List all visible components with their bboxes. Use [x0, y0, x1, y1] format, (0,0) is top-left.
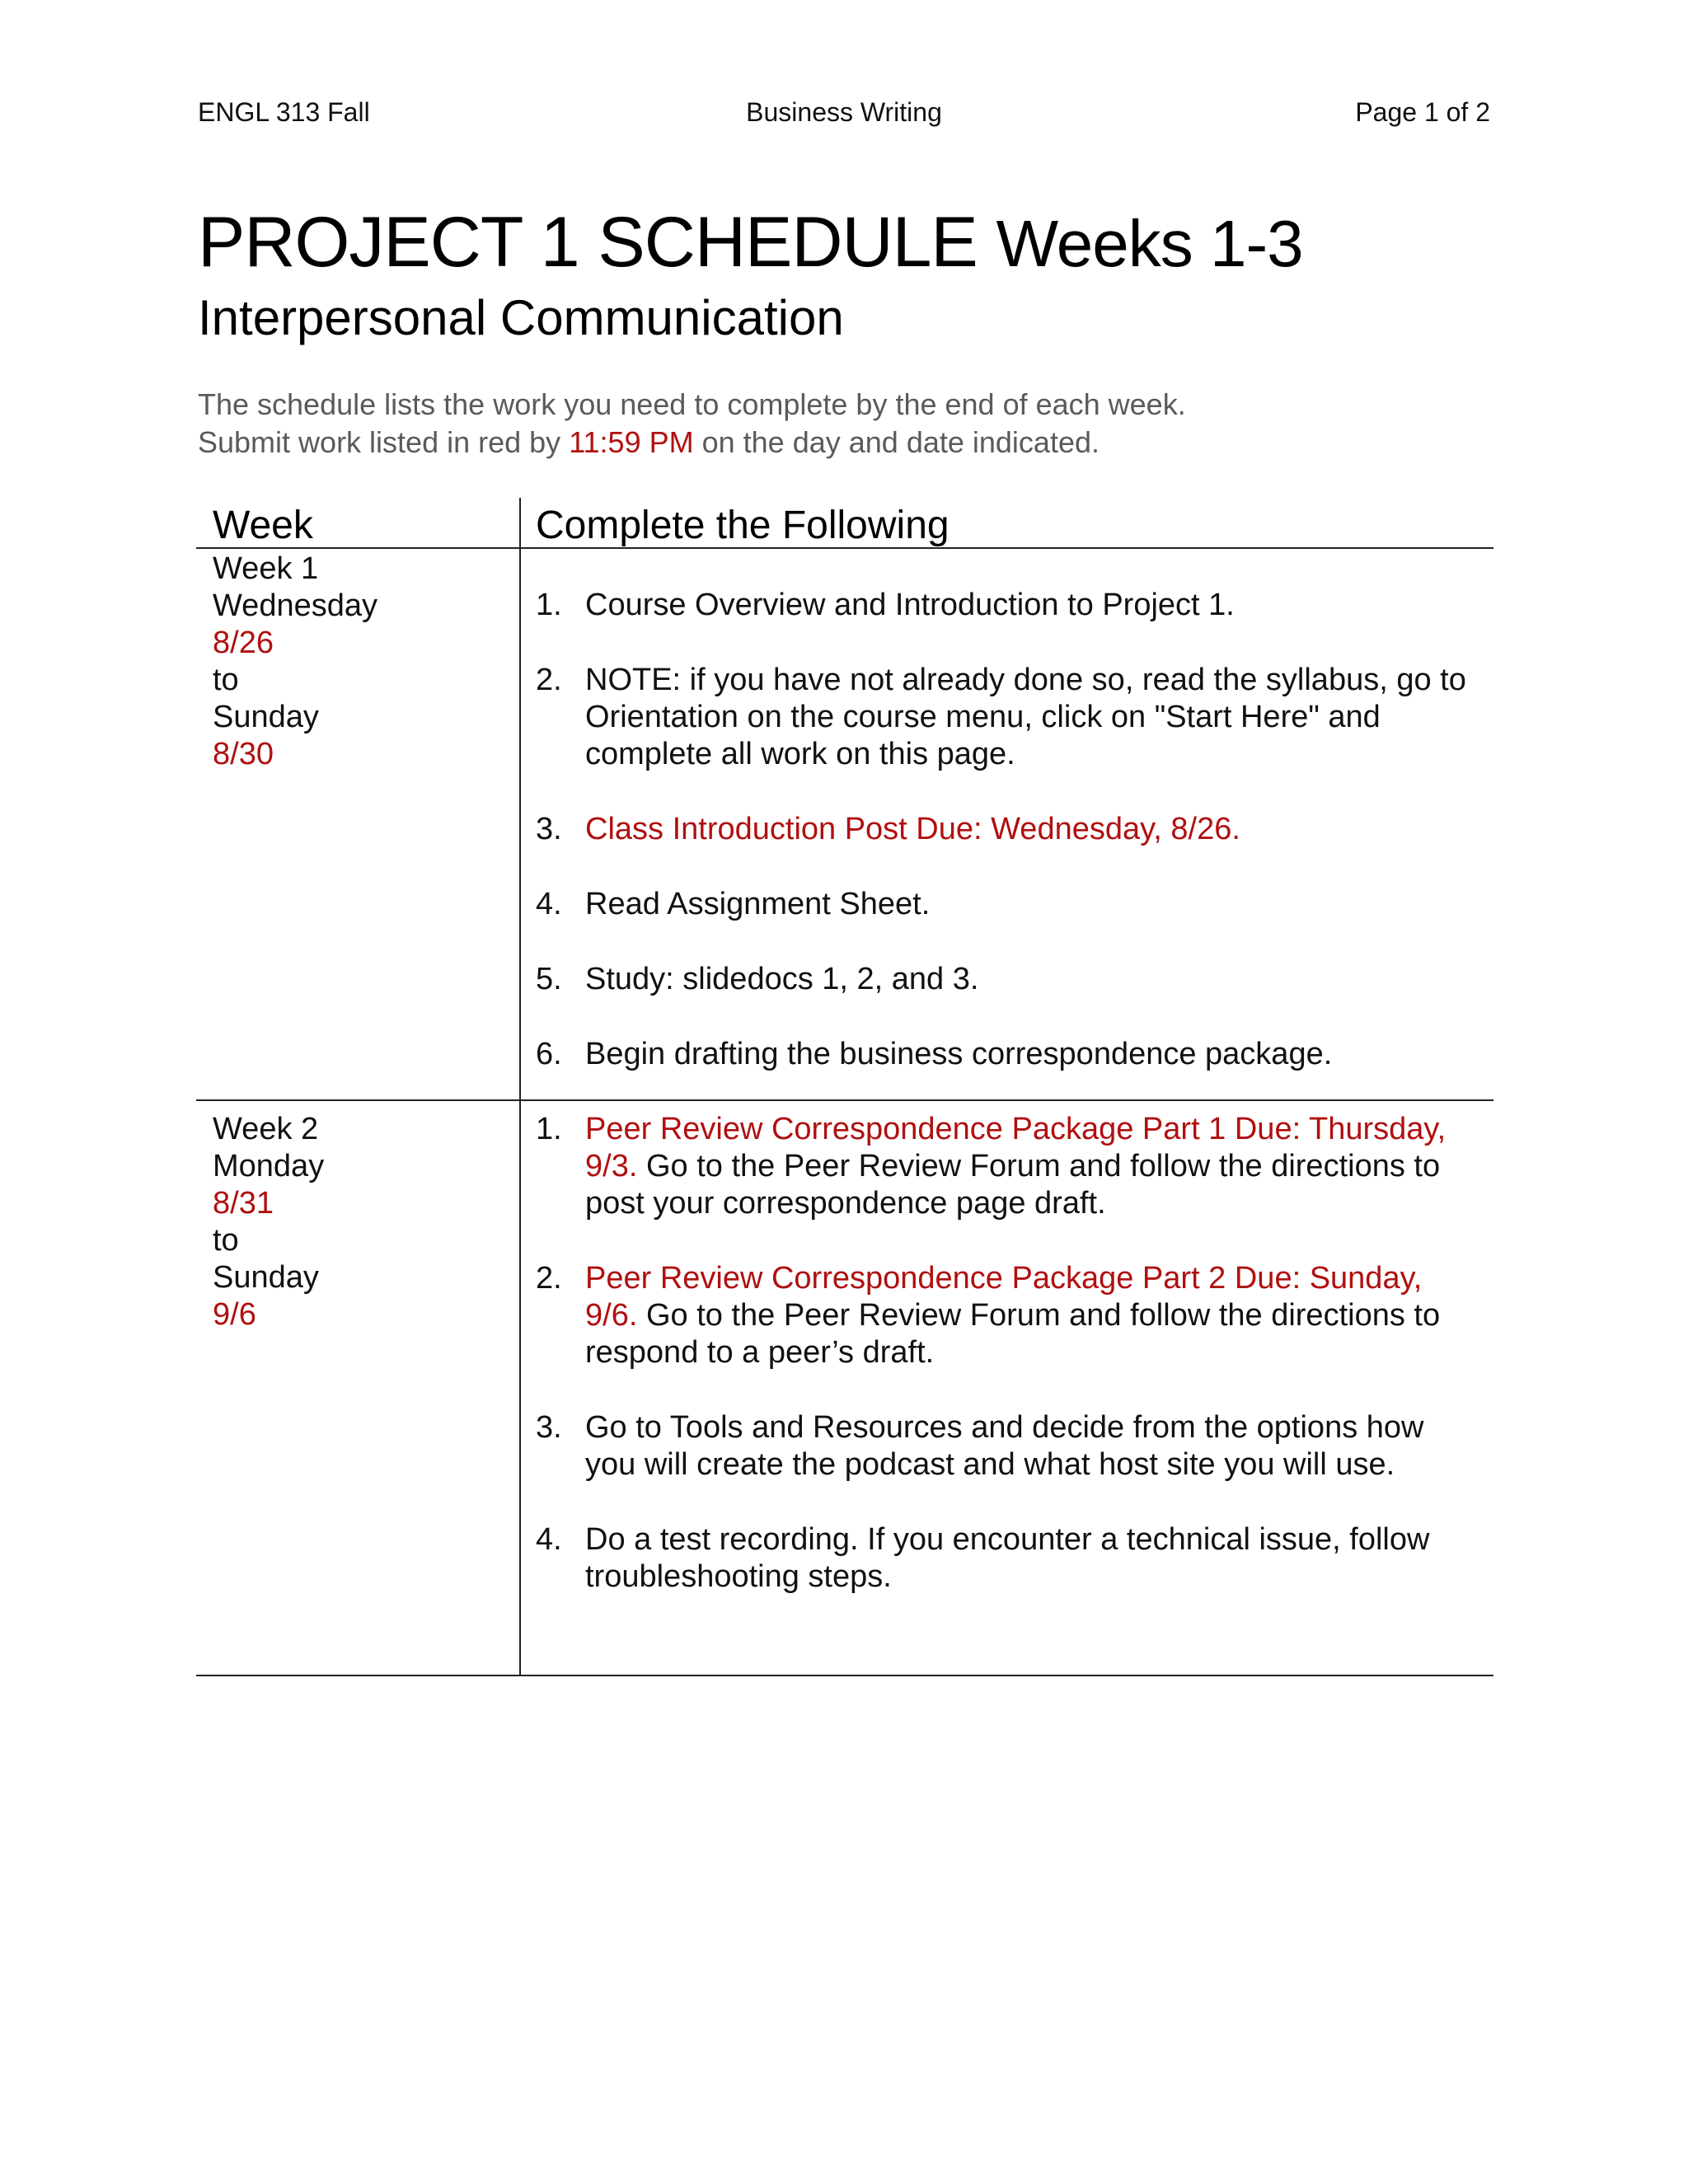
item-due: Peer Review Correspondence Package Part 2 Due: Sunday, 9/6. — [585, 1261, 1423, 1333]
page-number: Page 1 of 2 — [1355, 97, 1490, 127]
list-item — [536, 811, 1475, 848]
week-to: to — [213, 663, 239, 697]
list-item — [536, 961, 1475, 998]
item-number: 3. — [536, 1410, 562, 1445]
item-text: Begin drafting the business correspondence package. — [585, 1037, 1333, 1071]
item-text: Read Assignment Sheet. — [585, 887, 931, 921]
week-start-day: Wednesday — [213, 588, 377, 623]
item-number: 1. — [536, 1112, 562, 1146]
item-text: Go to the Peer Review Forum and follow the directions to respond to a peer’s draft. — [585, 1298, 1441, 1370]
page-title — [198, 201, 1303, 285]
list-item — [536, 1521, 1475, 1596]
schedule-table — [196, 498, 1493, 1676]
item-text: Course Overview and Introduction to Project 1. — [585, 588, 1235, 622]
week-start-date: 8/26 — [213, 626, 274, 660]
table-bottom-rule — [196, 1675, 1493, 1676]
page-header — [198, 97, 1490, 134]
column-header-week: Week — [213, 504, 313, 547]
intro-text — [198, 386, 1186, 462]
item-text: Go to the Peer Review Forum and follow the directions to post your correspondence page draft. — [585, 1149, 1441, 1221]
list-item — [536, 587, 1475, 624]
row-divider — [196, 1099, 1493, 1101]
list-item — [536, 1036, 1475, 1073]
item-number: 4. — [536, 1522, 562, 1557]
column-divider — [519, 498, 521, 1675]
item-text: Go to Tools and Resources and decide from the options how you will create the podcast and what host site you will use. — [585, 1410, 1424, 1482]
intro-line-2-before: Submit work listed in red by — [198, 425, 570, 459]
course-name: Business Writing — [746, 97, 942, 127]
list-item — [536, 1409, 1475, 1483]
list-item — [536, 662, 1475, 773]
item-number: 2. — [536, 1261, 562, 1296]
item-number: 5. — [536, 962, 562, 996]
week-start-date: 8/31 — [213, 1186, 274, 1221]
item-number: 1. — [536, 588, 562, 622]
intro-line-1: The schedule lists the work you need to complete by the end of each week. — [198, 387, 1186, 421]
item-text: Study: slidedocs 1, 2, and 3. — [585, 962, 979, 996]
intro-line-2 — [198, 424, 1186, 462]
week-start-day: Monday — [213, 1149, 325, 1183]
item-number: 4. — [536, 887, 562, 921]
list-item — [536, 1111, 1475, 1222]
week-label: Week 2 — [213, 1112, 319, 1146]
week-cell — [213, 551, 377, 773]
task-list — [536, 1111, 1475, 1596]
item-due: Peer Review Correspondence Package Part 1 Due: Thursday, 9/3. — [585, 1112, 1447, 1183]
page-subtitle: Interpersonal Communication — [198, 290, 844, 345]
course-code: ENGL 313 Fall — [198, 97, 370, 127]
item-number: 3. — [536, 812, 562, 846]
list-item — [536, 886, 1475, 923]
list-item — [536, 1260, 1475, 1371]
week-to: to — [213, 1223, 239, 1258]
deadline-time: 11:59 PM — [569, 425, 694, 459]
item-due: Class Introduction Post Due: Wednesday, 8/26. — [585, 812, 1240, 846]
task-list — [536, 587, 1475, 1073]
week-label: Week 1 — [213, 551, 319, 586]
week-end-date: 8/30 — [213, 737, 274, 771]
item-text: Do a test recording. If you encounter a technical issue, follow troubleshooting steps. — [585, 1522, 1430, 1594]
column-header-tasks: Complete the Following — [536, 504, 950, 547]
week-end-day: Sunday — [213, 1260, 319, 1295]
item-number: 6. — [536, 1037, 562, 1071]
title-main: PROJECT 1 SCHEDULE — [198, 203, 978, 282]
item-number: 2. — [536, 663, 562, 697]
week-cell — [213, 1111, 324, 1333]
title-weeks: Weeks 1-3 — [996, 207, 1303, 280]
item-text: NOTE: if you have not already done so, read the syllabus, go to Orientation on the course menu, click on "Start Here" and complete all work on this page. — [585, 663, 1466, 771]
week-end-day: Sunday — [213, 700, 319, 734]
week-end-date: 9/6 — [213, 1297, 256, 1332]
intro-line-2-after: on the day and date indicated. — [693, 425, 1100, 459]
